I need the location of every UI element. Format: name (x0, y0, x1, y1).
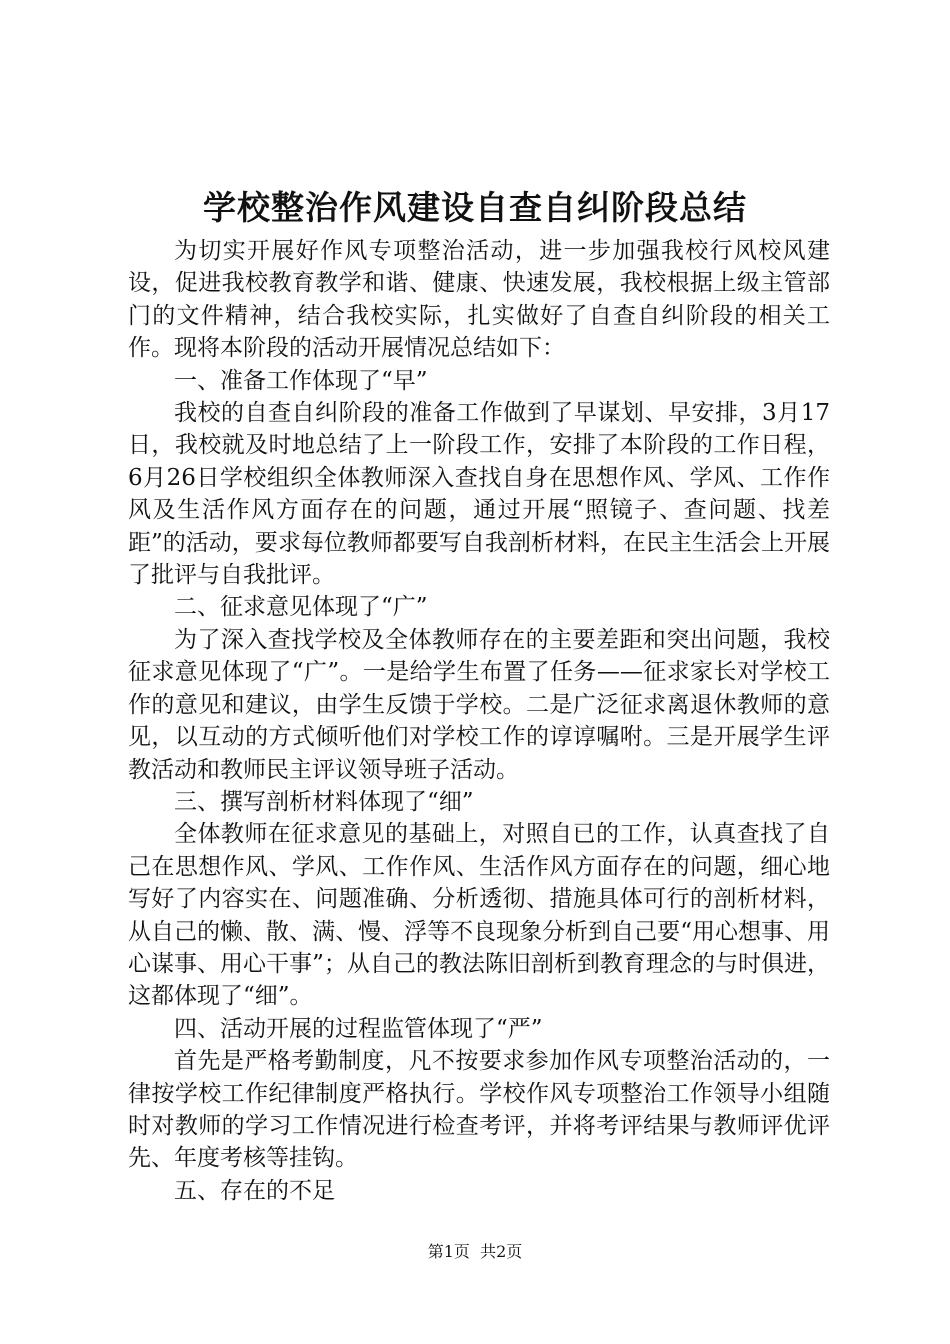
page-footer (0, 1242, 950, 1262)
document-title: 学校整治作风建设自查自纠阶段总结 (203, 188, 747, 227)
intro-paragraph: 为切实开展好作风专项整治活动，进一步加强我校行风校风建设，促进我校教育教学和谐、健康、快速发展，我校根据上级主管部门的文件精神，结合我校实际，扎实做好了自查自纠阶段的相关工作。现将本阶段的活动开展情况总结如下： (128, 238, 830, 362)
section-paragraph-3: 全体教师在征求意见的基础上，对照自已的工作，认真查找了自己在思想作风、学风、工作作风、生活作风方面存在的问题，细心地写好了内容实在、问题准确、分析透彻、措施具体可行的剖析材料，从自己的懒、散、满、慢、浮等不良现象分析到自己要“用心想事、用心谋事、用心干事”；从自己的教法陈旧剖析到教育理念的与时俱进，这都体现了“细”。 (128, 821, 830, 1010)
section-heading-2: 二、征求意见体现了“广” (174, 594, 428, 621)
section-heading-3: 三、撰写剖析材料体现了“细” (174, 788, 474, 815)
section-heading-1: 一、准备工作体现了“早” (174, 367, 428, 394)
section-paragraph-2: 为了深入查找学校及全体教师存在的主要差距和突出问题，我校征求意见体现了“广”。一是给学生布置了任务——征求家长对学校工作的意见和建议，由学生反馈于学校。二是广泛征求离退休教师的意见，以互动的方式倾听他们对学校工作的谆谆嘱咐。三是开展学生评教活动和教师民主评议领导班子活动。 (128, 626, 830, 783)
section-heading-5: 五、存在的不足 (174, 1177, 335, 1204)
section-heading-4: 四、活动开展的过程监管体现了“严” (174, 1015, 543, 1042)
page-total: 共2页 (480, 1242, 523, 1261)
document-body (128, 235, 830, 1207)
section-paragraph-4: 首先是严格考勤制度，凡不按要求参加作风专项整治活动的，一律按学校工作纪律制度严格执行。学校作风专项整治工作领导小组随时对教师的学习工作情况进行检查考评，并将考评结果与教师评优评先、年度考核等挂钩。 (128, 1048, 830, 1172)
page-number: 第1页 (427, 1242, 470, 1261)
section-paragraph-1: 我校的自查自纠阶段的准备工作做到了早谋划、早安排，3月17日，我校就及时地总结了上一阶段工作，安排了本阶段的工作日程，6月26日学校组织全体教师深入查找自身在思想作风、学风、工作作风及生活作风方面存在的问题，通过开展“照镜子、查问题、找差距”的活动，要求每位教师都要写自我剖析材料，在民主生活会上开展了批评与自我批评。 (128, 400, 830, 589)
